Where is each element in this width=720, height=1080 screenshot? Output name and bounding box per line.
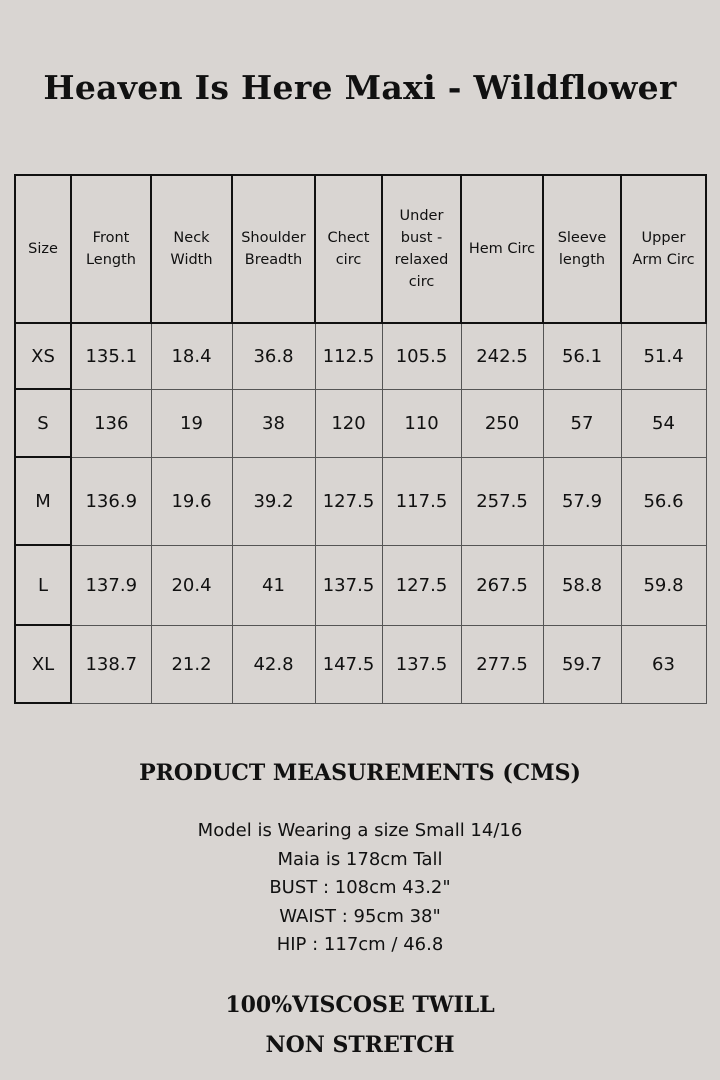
note-line: HIP : 117cm / 46.8 — [276, 934, 444, 956]
note-line: Model is Wearing a size Small 14/16 — [197, 820, 523, 841]
measurement-cell: 135.1 — [71, 323, 151, 389]
measurement-cell: 127.5 — [315, 457, 382, 545]
section-heading: PRODUCT MEASUREMENTS (CMS) — [139, 760, 581, 786]
measurement-cell: 137.9 — [71, 545, 151, 625]
note-line: Maia is 178cm Tall — [277, 848, 443, 870]
fabric-stretch: NON STRETCH — [265, 1032, 455, 1058]
measurement-cell: 58.8 — [543, 545, 621, 625]
column-header: Size — [15, 175, 71, 323]
measurement-cell: 257.5 — [461, 457, 543, 545]
measurement-cell: 42.8 — [232, 625, 315, 703]
model-notes — [0, 817, 720, 960]
measurement-cell: 242.5 — [461, 323, 543, 389]
measurement-cell: 277.5 — [461, 625, 543, 703]
measurement-cell: 56.1 — [543, 323, 621, 389]
measurement-cell: 57.9 — [543, 457, 621, 545]
measurement-cell: 105.5 — [382, 323, 461, 389]
measurement-cell: 19 — [151, 389, 232, 457]
size-cell: M — [15, 457, 71, 545]
measurement-cell: 250 — [461, 389, 543, 457]
measurement-cell: 63 — [621, 625, 706, 703]
column-header: Chect circ — [315, 175, 382, 323]
measurement-cell: 136.9 — [71, 457, 151, 545]
table-row — [15, 323, 706, 389]
measurement-cell: 137.5 — [382, 625, 461, 703]
column-header: Upper Arm Circ — [621, 175, 706, 323]
note-line: BUST : 108cm 43.2" — [269, 877, 451, 899]
column-header: Neck Width — [151, 175, 232, 323]
measurement-cell: 21.2 — [151, 625, 232, 703]
measurement-cell: 267.5 — [461, 545, 543, 625]
measurement-cell: 56.6 — [621, 457, 706, 545]
measurement-cell: 137.5 — [315, 545, 382, 625]
measurement-cell: 54 — [621, 389, 706, 457]
table-row — [15, 545, 706, 625]
measurement-cell: 110 — [382, 389, 461, 457]
column-header: Front Length — [71, 175, 151, 323]
column-header: Shoulder Breadth — [232, 175, 315, 323]
measurement-cell: 19.6 — [151, 457, 232, 545]
column-header: Sleeve length — [543, 175, 621, 323]
table-row — [15, 457, 706, 545]
column-header: Under bust - relaxed circ — [382, 175, 461, 323]
measurement-cell: 38 — [232, 389, 315, 457]
measurement-cell: 20.4 — [151, 545, 232, 625]
measurement-cell: 36.8 — [232, 323, 315, 389]
measurement-cell: 18.4 — [151, 323, 232, 389]
measurement-cell: 39.2 — [232, 457, 315, 545]
measurement-cell: 59.7 — [543, 625, 621, 703]
note-line: WAIST : 95cm 38" — [279, 905, 441, 927]
size-cell: XS — [15, 323, 71, 389]
measurement-cell: 41 — [232, 545, 315, 625]
page-title: Heaven Is Here Maxi - Wildflower — [43, 68, 677, 107]
table-row — [15, 389, 706, 457]
measurement-cell: 138.7 — [71, 625, 151, 703]
fabric-composition: 100%VISCOSE TWILL — [225, 992, 495, 1018]
measurement-cell: 112.5 — [315, 323, 382, 389]
table-body — [15, 323, 706, 703]
table-header-row — [15, 175, 706, 323]
measurement-cell: 59.8 — [621, 545, 706, 625]
measurement-cell: 51.4 — [621, 323, 706, 389]
measurement-cell: 117.5 — [382, 457, 461, 545]
fabric-info — [0, 985, 720, 1065]
measurement-cell: 147.5 — [315, 625, 382, 703]
size-cell: L — [15, 545, 71, 625]
column-header: Hem Circ — [461, 175, 543, 323]
size-cell: S — [15, 389, 71, 457]
size-cell: XL — [15, 625, 71, 703]
size-chart-table — [14, 174, 707, 704]
measurement-cell: 120 — [315, 389, 382, 457]
measurement-cell: 127.5 — [382, 545, 461, 625]
measurement-cell: 136 — [71, 389, 151, 457]
table-row — [15, 625, 706, 703]
measurement-cell: 57 — [543, 389, 621, 457]
